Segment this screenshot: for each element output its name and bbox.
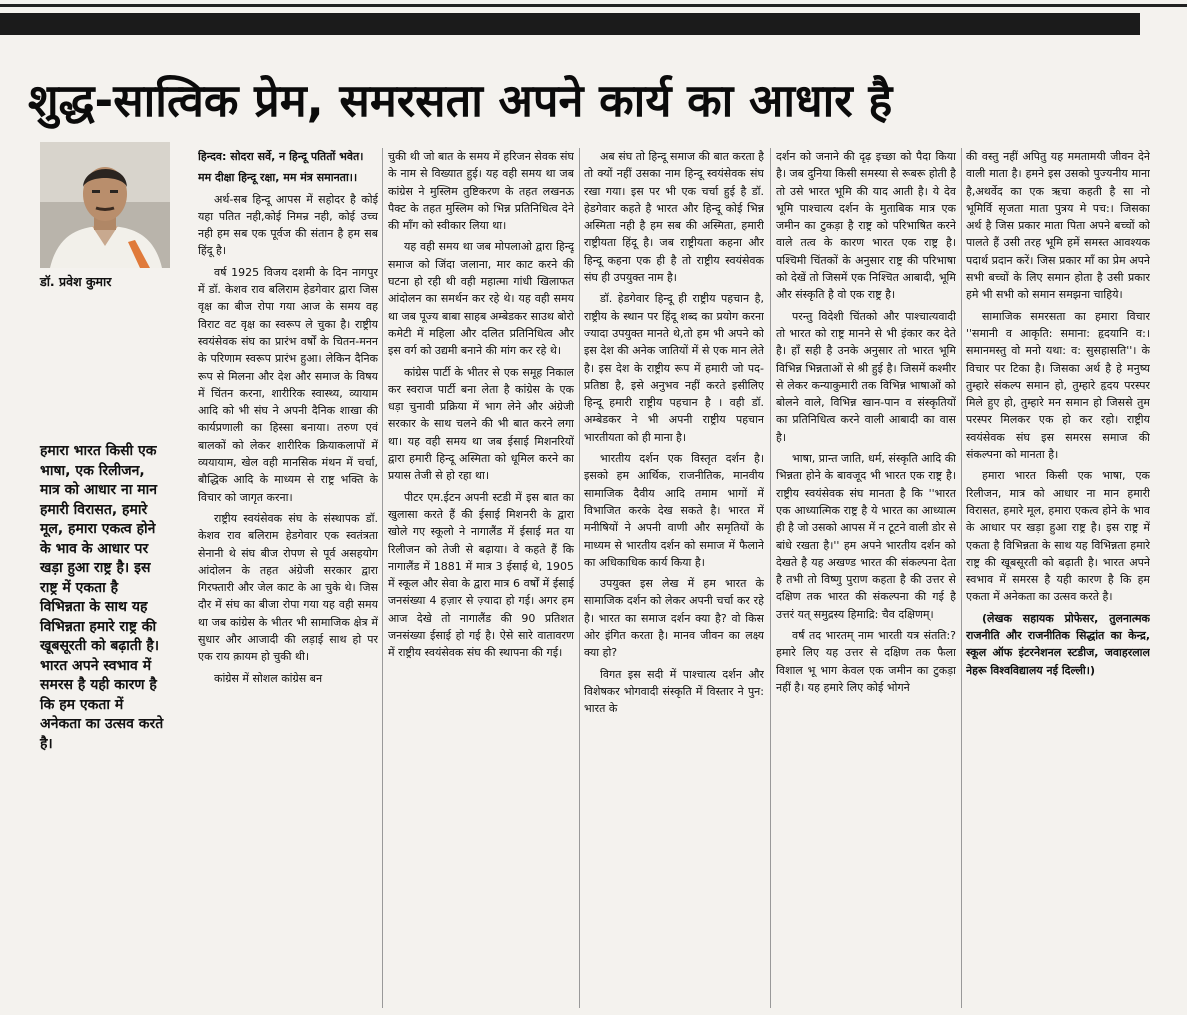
paragraph: विगत इस सदी में पाश्चात्य दर्शन और विशेषकर भोगवादी संस्कृति में विस्तार ने पुन: भारत के xyxy=(584,667,764,716)
headline: शुद्ध-सात्विक प्रेम, समरसता अपने कार्य का आधार है xyxy=(28,74,893,127)
article-column-2 xyxy=(388,148,574,1008)
thick-rule xyxy=(0,13,1187,35)
paragraph: उपयुक्त इस लेख में हम भारत के सामाजिक दर्शन को लेकर अपनी चर्चा कर रहे है। भारत का समाज दर्शन क्या है? वो किस ओर इंगित करता है। मानव जीवन का लक्ष्य क्या हो? xyxy=(584,577,764,660)
author-photo xyxy=(40,142,170,268)
article-column-1 xyxy=(198,148,378,1008)
verse-line-2: मम दीक्षा हिन्दू रक्षा, मम मंत्र समानता।। xyxy=(198,171,358,185)
author-byline: डॉ. प्रवेश कुमार xyxy=(40,274,112,289)
column-divider xyxy=(961,148,962,1008)
paragraph: सामाजिक समरसता का हमारा विचार ''समानी व आकृति: समाना: हृदयानि व:। समानमस्तु वो मनो यथा: व: सुसहासति''। के विचार पर टिका है। जिसका अर्थ है हे मनुष्य तुम्हारे संकल्प समान हो, तुम्हारे हृदय परस्पर मिले हुए हो, तुम्हारे मन समान हो जिससे तुम परस्पर मिलकर एक हो कर रहो। राष्ट्रीय स्वयंसेवक संघ इस समरस समाज की संकल्पना को मानता है। xyxy=(966,309,1150,462)
paragraph: भाषा, प्रान्त जाति, धर्म, संस्कृति आदि की भिन्नता होने के बावजूद भी भारत एक राष्ट्र है। राष्ट्रीय स्वयंसेवक संघ मानता है कि ''भारत एक आध्यात्मिक राष्ट्र है ये भारत का आध्यात्म ही है जो उसको आपस में न टूटने वाली डोर से बांधे रखता है।'' हम अपने भारतीय दर्शन को देखते है यह अखण्ड भारत की संकल्पना देता है तभी तो विष्णु पुराण कहता है की उत्तर से दक्षिण तक भारत की संकल्पना की गई है उत्तरं यत् समुद्रस्य हिमाद्रि: चैव दक्षिणम्। xyxy=(776,452,956,621)
thin-rule xyxy=(0,4,1187,7)
paragraph: दर्शन को जनाने की दृढ़ इच्छा को पैदा किया है। जब दुनिया किसी समस्या से रूबरू होती है तो उसे भारत भूमि की याद आती है। ये देव भूमि पाश्चात्य दर्शन के मुताबिक मात्र एक जमीन का टुकड़ा है राष्ट्र को परिभाषित करने वाले तत्व के कारण भारत एक राष्ट्र है। पश्चिमी चिंतकों के अनुसार राष्ट्र की परिभाषा को देखें तो जिसमें एक निश्चित आबादी, भूमि और संस्कृति है वो एक राष्ट्र है। xyxy=(776,150,956,302)
paragraph: राष्ट्रीय स्वयंसेवक संघ के संस्थापक डॉ. केशव राव बलिराम हेडगेवार एक स्वतंत्रता सेनानी थे संघ बीज रोपण से पूर्व असहयोग आंदोलन के तहत अंग्रेजी सरकार द्वारा गिरफ्तारी और जेल काट के आ चुके थे। जिस दौर में संघ का बीजा रोपा गया यह वही समय था जब कांग्रेस के भीतर भी सामाजिक क्षेत्र में सुधार और आजादी की लड़ाई साथ हो पर एक राय क़ायम हो चुकी थी। xyxy=(198,511,378,664)
rule-notch xyxy=(1140,13,1187,35)
column-divider xyxy=(382,148,383,1008)
paragraph: वर्ष 1925 विजय दशमी के दिन नागपुर में डॉ. केशव राव बलिराम हेडगेवार द्वारा जिस वृक्ष का बीज रोपा गया आज के समय वह विराट वट वृक्ष का स्वरूप ले चुका है। राष्ट्रीय स्वयंसेवक संघ का प्रारंभ वर्षों के चितन-मनन के परिणाम स्वरूप प्रारंभ हुआ। लेकिन दैनिक रूप से मिलना और देश और समाज के विषय में चिंतन करना, शारीरिक स्वास्थ्य, व्यायाम आदि को भी संघ ने अपनी दैनिक शाखा की कार्यप्रणाली का हिस्सा बनाया। तरुण एवं बालकों को लेकर शारीरिक क्रियाकलापों में व्ययायाम, खेल वही मानसिक मंथन में चर्चा, बौद्धिक आदि के माध्यम से राष्ट्र भक्ति के विचार को जागृत करना। xyxy=(198,265,378,504)
paragraph: अब संघ तो हिन्दू समाज की बात करता है तो क्यों नहीं उसका नाम हिन्दू स्वयंसेवक संघ रखा गया। इस पर भी एक चर्चा हुई है डॉ. हेडगेवार कहते है भारत और हिन्दू कोई भिन्न अस्मिता नही है हम सब की अस्मिता, हमारी राष्ट्रीयता हिंदू है। जब राष्ट्रीयता कहना और हिन्दू कहना एक ही है तो राष्ट्रीय स्वयंसेवक संघ ही उपयुक्त नाम है। xyxy=(584,150,764,285)
verse-line-1: हिन्दव: सोदरा सर्वे, न हिन्दू पतितों भवेत। xyxy=(198,150,364,163)
paragraph: हमारा भारत किसी एक भाषा, एक रिलीजन, मात्र को आधार ना मान हमारी विरासत, हमारे मूल, हमारा एकत्व होने के भाव के आधार पर खड़ा हुआ राष्ट्र है। इस राष्ट्र में एकता है विभिन्नता के साथ यह विभिन्नता हमारे राष्ट्र की खूबसूरती को बढ़ाती है। भारत अपने स्वभाव में समरस है यही कारण है कि हम एकता में अनेकता का उत्सव करते है। xyxy=(966,469,1150,604)
paragraph: वर्षं तद भारतम् नाम भारती यत्र संतति:? हमारे लिए यह उत्तर से दक्षिण तक फैला विशाल भू भाग केवल एक जमीन का टुकड़ा नहीं है। यह हमारे लिए कोई भोगने xyxy=(776,629,956,694)
column-divider xyxy=(770,148,771,1008)
paragraph: की वस्तु नहीं अपितु यह ममतामयी जीवन देने वाली माता है। हमने इस उसको पुज्यनीय माना है,अथर्वेद का एक ऋचा कहती है सा नो भूमिर्वि सृजता माता पुत्रय मे पच:। जिसका अर्थ है जिस प्रकार माता पिता अपने बच्चों को पालते हैं उसी तरह भूमि हमें समस्त आवश्यक पदार्थ प्रदान करें। जिस प्रकार माँ का प्रेम अपने सभी बच्चों के लिए समान होता है उसी प्रकार हमे भी सभी को समान समझना चाहिये। xyxy=(966,150,1150,302)
article-column-5 xyxy=(966,148,1150,1008)
paragraph: यह वही समय था जब मोपलाओ द्वारा हिन्दू समाज को जिंदा जलाना, मार काट करने की घटना हो रही थी वही महात्मा गांधी खिलाफत आंदोलन का समर्थन कर रहे थे। यह वही समय था जब पूज्य बाबा साहब अम्बेडकर साउथ बोरो कमेटी में महिला और दलित प्रतिनिधित्व और इस वर्ग को उद्यमी बनाने की मांग कर रहे थे। xyxy=(388,240,574,358)
masthead-rule xyxy=(0,0,1187,37)
author-credit: (लेखक सहायक प्रोफेसर, तुलनात्मक राजनीति और राजनीतिक सिद्धांत का केन्द्र, स्कूल ऑफ इंटरनेशनल स्टडीज, जवाहरलाल नेहरू विश्वविद्यालय नई दिल्ली।) xyxy=(966,611,1150,677)
paragraph: परन्तु विदेशी चिंतको और पाश्चात्यवादी तो भारत को राष्ट्र मानने से भी इंकार कर देते है। हाँ सही है उनके अनुसार तो भारत भूमि विभिन्न भिन्नताओं से श्री हुई है। जिसमें कश्मीर से लेकर कन्याकुमारी तक विभिन्न भाषाओं को बोलने वाले, विभिन्न खान-पान व संस्कृतियों का प्रतिनिधित्व करने वाली आबादी का वास है। xyxy=(776,309,956,444)
paragraph: अर्थ-सब हिन्दू आपस में सहोदर है कोई यहा पतित नही,कोई निमन्र नही, कोई उच्च नही हम सब एक पूर्वज की संतान है हम सब हिंदू है। xyxy=(198,192,378,258)
paragraph: कांग्रेस पार्टी के भीतर से एक समूह निकाल कर स्वराज पार्टी बना लेता है कांग्रेस के एक धड़ा चुनावी प्रक्रिया में भाग लेने और अंग्रेजी सरकार के साथ चलने की भी बात करने लगा था। यह वही समय था जब ईसाई मिशनरियों द्वारा हमारी हिन्दू अस्मिता को धूमिल करने का प्रयास तेजी से हो रहा था। xyxy=(388,365,574,483)
author-portrait-image xyxy=(40,142,170,268)
article-column-4 xyxy=(776,148,956,1008)
pull-quote: हमारा भारत किसी एक भाषा, एक रिलीजन, मात्र को आधार ना मान हमारी विरासत, हमारे मूल, हमारा एकत्व होने के भाव के आधार पर खड़ा हुआ राष्ट्र है। इस राष्ट्र में एकता है विभिन्नता के साथ यह विभिन्नता हमारे राष्ट्र की खूबसूरती को बढ़ाती है। भारत अपने स्वभाव में समरस है यही कारण है कि हम एकता में अनेकता का उत्सव करते है। xyxy=(40,443,164,752)
column-divider xyxy=(579,148,580,1008)
paragraph: चुकी थी जो बात के समय में हरिजन सेवक संघ के नाम से विख्यात हुई। यह वही समय था जब कांग्रेस ने मुस्लिम तुष्टिकरण के तहत लखनऊ पैक्ट के तहत मुस्लिम को भिन्न प्रतिनिधित्व देने की माँग को स्वीकार लिया था। xyxy=(388,150,574,233)
article-column-3 xyxy=(584,148,764,1008)
paragraph: कांग्रेस में सोशल कांग्रेस बन xyxy=(214,671,323,685)
paragraph: पीटर एम.ईटन अपनी स्टडी में इस बात का खुलासा करते हैं की ईसाई मिशनरी के द्वारा खोले गए स्कूलो ने नागालैंड में ईसाई मत या रिलीजन को तेजी से बढ़ाया। वे कहते हैं कि नागालैंड में 1881 में मात्र 3 ईसाई थे, 1905 में स्कूल और सेवा के द्वारा मात्र 6 वर्षों में ईसाई जनसंख्या 4 हज़ार से ज़्यादा हो गई। अगर हम आज देखे तो नागालैंड की 90 प्रतिशत जनसंख्या ईसाई हो गई है। ऐसे सारे वातावरण में राष्ट्रीय स्वयंसेवक संघ की स्थापना की गई। xyxy=(388,490,574,660)
paragraph: भारतीय दर्शन एक विस्तृत दर्शन है। इसको हम आर्थिक, राजनीतिक, मानवीय सामाजिक दैवीय आदि तमाम भागों में विभाजित करके देख सकते है। भारत में मनीषियों ने अपनी वाणी और समृतियों के माध्यम से भारतीय दर्शन को समाज में फैलाने का अधिकाधिक कार्य किया है। xyxy=(584,452,764,569)
paragraph: डॉ. हेडगेवार हिन्दू ही राष्ट्रीय पहचान है, राष्ट्रीय के स्थान पर हिंदू शब्द का प्रयोग करना ज्यादा उपयुक्त मानते थे,तो हम भी अपने को इस देश की अनेक जातियों में से एक मान लेते है। इस देश के राष्ट्रीय रूप में हमारी जो पद-प्रतिष्ठा है, इसे अनुभव नहीं करते इसीलिए हिन्दू हमारी राष्ट्रीय पहचान है । वही डॉ. अम्बेडकर ने भी अपनी राष्ट्रीय पहचान भारतीयता को ही माना है। xyxy=(584,292,764,444)
